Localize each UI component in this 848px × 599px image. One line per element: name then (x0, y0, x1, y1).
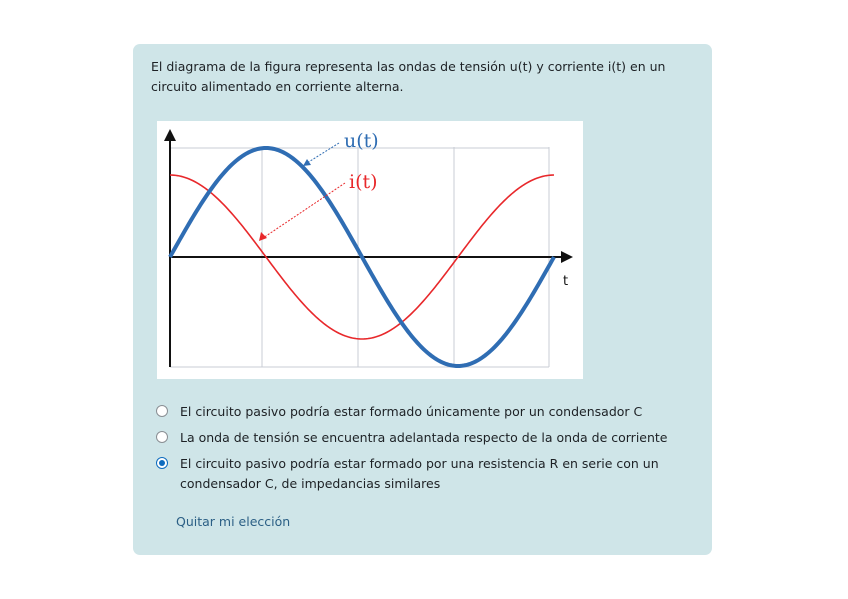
option-label: El circuito pasivo podría estar formado únicamente por un condensador C (180, 404, 643, 419)
waveform-diagram (157, 121, 583, 379)
x-axis-arrow (561, 251, 573, 263)
i-label: i(t) (349, 171, 378, 193)
radio-button-selected[interactable] (156, 457, 168, 469)
u-label-arrowhead (303, 159, 311, 166)
option-2[interactable] (155, 428, 685, 448)
question-card (133, 44, 712, 555)
i-label-pointer (263, 183, 345, 238)
radio-button[interactable] (156, 405, 168, 417)
y-axis-arrow (164, 129, 176, 141)
t-axis-label: t (563, 274, 569, 289)
radio-button[interactable] (156, 431, 168, 443)
clear-choice-link[interactable]: Quitar mi elección (176, 514, 291, 529)
u-label: u(t) (344, 130, 379, 152)
option-label: La onda de tensión se encuentra adelantada respecto de la onda de corriente (180, 430, 668, 445)
option-1[interactable] (155, 402, 685, 422)
answer-options (155, 402, 685, 494)
waveform-figure (157, 121, 583, 379)
u-label-pointer (307, 143, 339, 163)
option-3[interactable] (155, 454, 685, 494)
option-label: El circuito pasivo podría estar formado por una resistencia R en serie con un condensador C, de impedancias similares (180, 456, 659, 491)
question-text: El diagrama de la figura representa las ondas de tensión u(t) y corriente i(t) en un circuito alimentado en corriente alterna. (151, 59, 666, 94)
